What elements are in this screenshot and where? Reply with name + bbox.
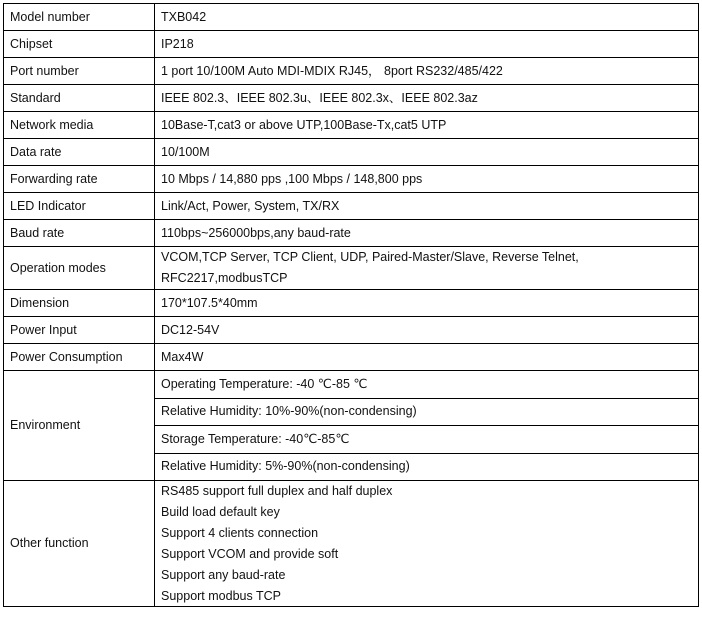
- value-cell: [155, 247, 699, 290]
- label-cell: Operation modes: [4, 247, 155, 290]
- label-cell: Model number: [4, 4, 155, 31]
- label-cell: Port number: [4, 58, 155, 85]
- value-cell: IP218: [155, 31, 699, 58]
- row-led-indicator: [4, 193, 699, 220]
- spec-table: [3, 3, 699, 607]
- value-cell: 10 Mbps / 14,880 pps ,100 Mbps / 148,800 pps: [155, 166, 699, 193]
- value-cell: 10/100M: [155, 139, 699, 166]
- other-function-line: Build load default key: [161, 504, 280, 519]
- label-cell: Network media: [4, 112, 155, 139]
- value-cell: Storage Temperature: -40℃-85℃: [155, 426, 699, 454]
- value-cell: 1 port 10/100M Auto MDI-MDIX RJ45， 8port RS232/485/422: [155, 58, 699, 85]
- value-cell: Operating Temperature: -40 ℃-85 ℃: [155, 371, 699, 399]
- label-cell: Baud rate: [4, 220, 155, 247]
- value-cell: Relative Humidity: 5%-90%(non-condensing): [155, 453, 699, 481]
- value-cell: DC12-54V: [155, 317, 699, 344]
- operation-modes-line: RFC2217,modbusTCP: [161, 271, 288, 285]
- label-cell: LED Indicator: [4, 193, 155, 220]
- row-other-function: [4, 481, 699, 607]
- other-function-line: Support any baud-rate: [161, 567, 286, 582]
- operation-modes-line: VCOM,TCP Server, TCP Client, UDP, Paired-Master/Slave, Reverse Telnet,: [161, 250, 579, 264]
- row-chipset: [4, 31, 699, 58]
- value-cell: Max4W: [155, 344, 699, 371]
- row-power-consumption: [4, 344, 699, 371]
- other-function-line: RS485 support full duplex and half duplex: [161, 484, 393, 498]
- row-port-number: [4, 58, 699, 85]
- value-cell: IEEE 802.3、IEEE 802.3u、IEEE 802.3x、IEEE 802.3az: [155, 85, 699, 112]
- row-model-number: [4, 4, 699, 31]
- row-dimension: [4, 290, 699, 317]
- row-power-input: [4, 317, 699, 344]
- other-function-line: Support modbus TCP: [161, 588, 281, 603]
- row-network-media: [4, 112, 699, 139]
- label-cell: Other function: [4, 481, 155, 607]
- label-cell: Chipset: [4, 31, 155, 58]
- label-cell: Dimension: [4, 290, 155, 317]
- value-cell: TXB042: [155, 4, 699, 31]
- other-function-line: Support VCOM and provide soft: [161, 546, 339, 561]
- row-forwarding-rate: [4, 166, 699, 193]
- label-cell: Data rate: [4, 139, 155, 166]
- row-baud-rate: [4, 220, 699, 247]
- value-cell: [155, 481, 699, 607]
- value-cell: 110bps~256000bps,any baud-rate: [155, 220, 699, 247]
- row-operation-modes: [4, 247, 699, 290]
- value-cell: Relative Humidity: 10%-90%(non-condensing): [155, 398, 699, 426]
- value-cell: Link/Act, Power, System, TX/RX: [155, 193, 699, 220]
- value-cell: 10Base-T,cat3 or above UTP,100Base-Tx,cat5 UTP: [155, 112, 699, 139]
- row-environment: [4, 371, 699, 399]
- label-cell: Forwarding rate: [4, 166, 155, 193]
- other-function-line: Support 4 clients connection: [161, 525, 319, 540]
- row-data-rate: [4, 139, 699, 166]
- label-cell: Standard: [4, 85, 155, 112]
- label-cell: Power Input: [4, 317, 155, 344]
- value-cell: 170*107.5*40mm: [155, 290, 699, 317]
- label-cell: Environment: [4, 371, 155, 481]
- label-cell: Power Consumption: [4, 344, 155, 371]
- row-standard: [4, 85, 699, 112]
